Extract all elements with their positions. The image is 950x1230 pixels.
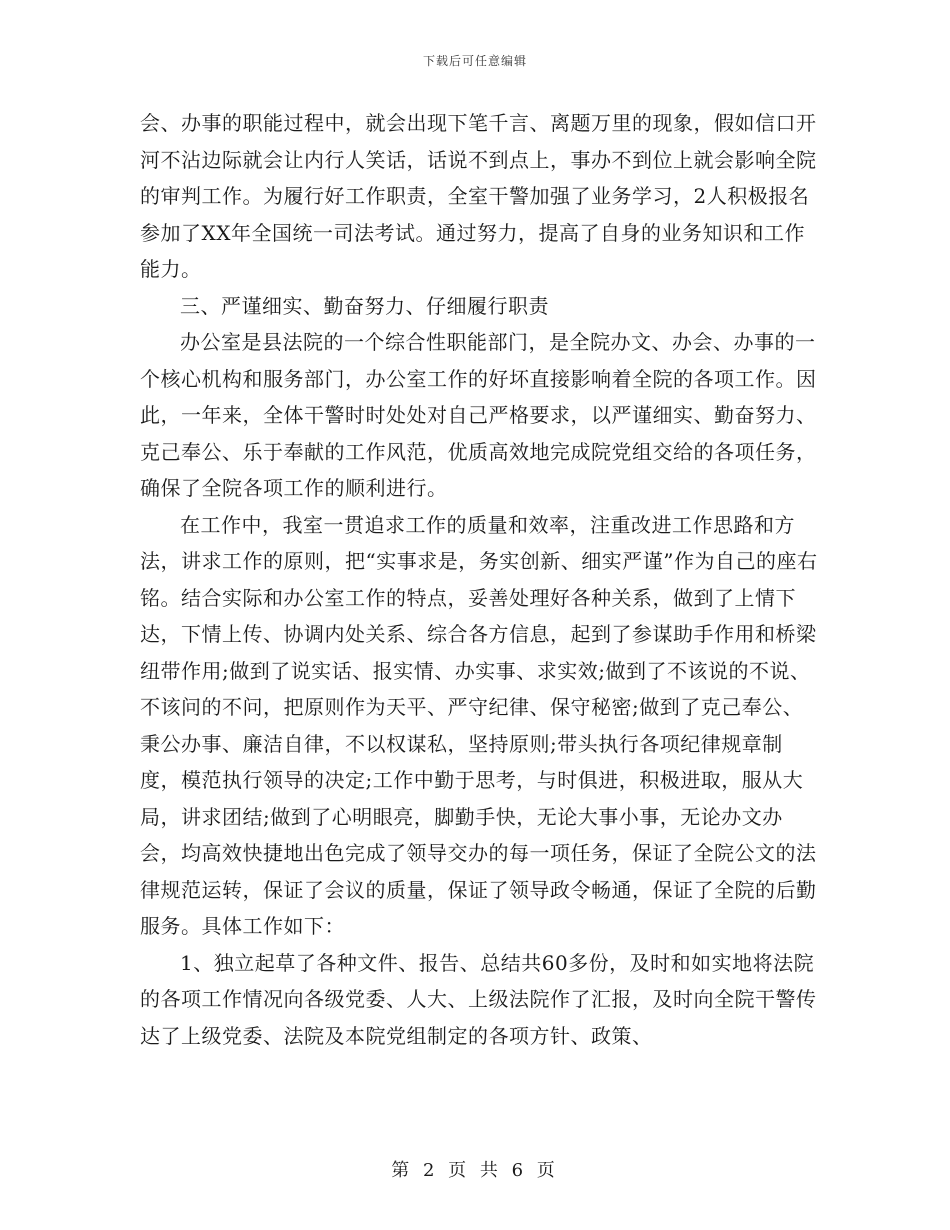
- paragraph-continuation: 会、办事的职能过程中，就会出现下笔千言、离题万里的现象，假如信口开河不沾边际就会让内行人笑话，话说不到点上，事办不到位上就会影响全院的审判工作。为履行好工作职责，全室干警加强了业务学习，2人积极报名参加了XX年全国统一司法考试。通过努力，提高了自身的业务知识和工作能力。: [140, 111, 817, 281]
- page-header: 下载后可任意编辑: [422, 54, 527, 68]
- paragraph: 在工作中，我室一贯追求工作的质量和效率，注重改进工作思路和方法，讲求工作的原则，把“实事求是，务实创新、细实严谨”作为自己的座右铭。结合实际和办公室工作的特点，妥善处理好各种关系，做到了上情下达，下情上传、协调内处关系、综合各方信息，起到了参谋助手作用和桥梁纽带作用;做到了说实话、报实情、办实事、求实效;做到了不该说的不说、不该问的不问，把原则作为天平、严守纪律、保守秘密;做到了克己奉公、秉公办事、廉洁自律，不以权谋私，坚持原则;带头执行各项纪律规章制度，模范执行领导的决定;工作中勤于思考，与时俱进，积极进取，服从大局，讲求团结;做到了心明眼亮，脚勤手快，无论大事小事，无论办文办会，均高效快捷地出色完成了领导交办的每一项任务，保证了全院公文的法律规范运转，保证了会议的质量，保证了领导政令畅通，保证了全院的后勤服务。具体工作如下：: [140, 512, 818, 938]
- section-heading: 三、严谨细实、勤奋努力、仔细履行职责: [180, 293, 549, 318]
- paragraph: 1、独立起草了各种文件、报告、总结共60多份，及时和如实地将法院的各项工作情况向各级党委、人大、上级法院作了汇报，及时向全院干警传达了上级党委、法院及本院党组制定的各项方针、政策、: [140, 950, 817, 1048]
- paragraph: 办公室是县法院的一个综合性职能部门，是全院办文、办会、办事的一个核心机构和服务部门，办公室工作的好坏直接影响着全院的各项工作。因此，一年来，全体干警时时处处对自己严格要求，以严谨细实、勤奋努力、克己奉公、乐于奉献的工作风范，优质高效地完成院党组交给的各项任务，确保了全院各项工作的顺利进行。: [140, 330, 817, 500]
- document-body: [140, 105, 820, 1054]
- page-footer: 第 2 页 共 6 页: [391, 1160, 559, 1181]
